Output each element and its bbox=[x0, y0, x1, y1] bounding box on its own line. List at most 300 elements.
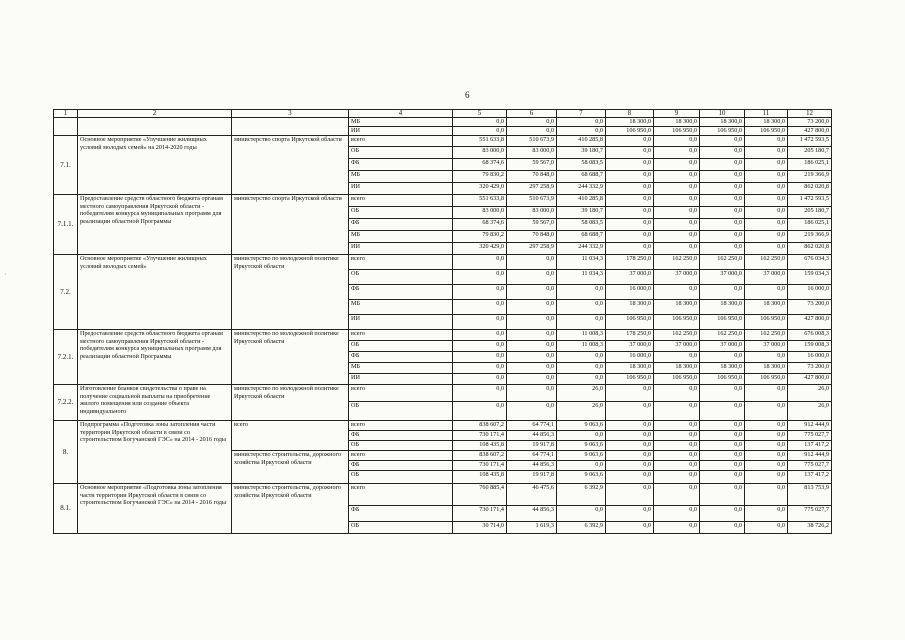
header-cell: 4 bbox=[349, 110, 453, 118]
amount-cell: 73 200,0 bbox=[788, 363, 832, 374]
funding-source: ОБ bbox=[349, 341, 453, 352]
amount-cell: 1 619,3 bbox=[507, 522, 557, 534]
item-code: 7.2.1. bbox=[54, 330, 78, 385]
amount-cell: 0,0 bbox=[557, 363, 606, 374]
amount-cell: 0,0 bbox=[700, 136, 745, 147]
item-name: Предоставление средств областного бюджета органам местного самоуправления Иркутской области - победителям конкурса муниципальных программ для реализации областной Программы bbox=[78, 195, 232, 255]
amount-cell: 760 885,4 bbox=[453, 484, 507, 506]
amount-cell: 0,0 bbox=[700, 451, 745, 461]
amount-cell: 0,0 bbox=[745, 285, 788, 300]
amount-cell: 68 688,7 bbox=[557, 231, 606, 243]
amount-cell: 0,0 bbox=[654, 441, 700, 451]
funding-source: ИИ bbox=[349, 243, 453, 255]
amount-cell: 11 034,3 bbox=[557, 255, 606, 270]
amount-cell: 0,0 bbox=[507, 285, 557, 300]
amount-cell: 73 200,0 bbox=[788, 300, 832, 315]
amount-cell: 775 027,7 bbox=[788, 461, 832, 471]
amount-cell: 0,0 bbox=[745, 243, 788, 255]
amount-cell: 137 417,2 bbox=[788, 471, 832, 484]
funding-source: ИИ bbox=[349, 374, 453, 385]
amount-cell: 0,0 bbox=[557, 506, 606, 522]
funding-source: всего bbox=[349, 451, 453, 461]
item-name: Основное мероприятие «Улучшение жилищных условий молодых семей» на 2014-2020 годы bbox=[78, 136, 232, 195]
amount-cell: 0,0 bbox=[606, 506, 654, 522]
amount-cell: 0,0 bbox=[557, 315, 606, 330]
amount-cell: 0,0 bbox=[606, 471, 654, 484]
amount-cell: 16 000,0 bbox=[606, 352, 654, 363]
funding-source: ИИ bbox=[349, 183, 453, 195]
amount-cell: 59 567,0 bbox=[507, 219, 557, 231]
amount-cell: 106 950,0 bbox=[700, 127, 745, 136]
amount-cell: 0,0 bbox=[745, 402, 788, 421]
item-code bbox=[54, 118, 78, 136]
amount-cell: 813 753,9 bbox=[788, 484, 832, 506]
amount-cell: 0,0 bbox=[700, 147, 745, 159]
amount-cell: 39 180,7 bbox=[557, 147, 606, 159]
amount-cell: 0,0 bbox=[700, 471, 745, 484]
amount-cell: 0,0 bbox=[507, 341, 557, 352]
amount-cell: 219 366,9 bbox=[788, 171, 832, 183]
amount-cell: 838 607,2 bbox=[453, 421, 507, 431]
amount-cell: 106 950,0 bbox=[606, 315, 654, 330]
amount-cell: 0,0 bbox=[453, 363, 507, 374]
amount-cell: 26,0 bbox=[788, 402, 832, 421]
amount-cell: 16 000,0 bbox=[788, 285, 832, 300]
amount-cell: 0,0 bbox=[606, 431, 654, 441]
amount-cell: 0,0 bbox=[654, 352, 700, 363]
amount-cell: 162 250,0 bbox=[654, 330, 700, 341]
amount-cell: 0,0 bbox=[654, 461, 700, 471]
amount-cell: 0,0 bbox=[654, 243, 700, 255]
amount-cell: 106 950,0 bbox=[654, 127, 700, 136]
amount-cell: 0,0 bbox=[654, 231, 700, 243]
amount-cell: 0,0 bbox=[745, 385, 788, 402]
amount-cell: 106 950,0 bbox=[654, 374, 700, 385]
amount-cell: 0,0 bbox=[507, 374, 557, 385]
amount-cell: 0,0 bbox=[606, 219, 654, 231]
amount-cell: 0,0 bbox=[745, 352, 788, 363]
amount-cell: 108 435,8 bbox=[453, 441, 507, 451]
table-row bbox=[54, 195, 832, 207]
amount-cell: 0,0 bbox=[745, 461, 788, 471]
header-row bbox=[54, 110, 832, 118]
amount-cell: 0,0 bbox=[557, 352, 606, 363]
amount-cell: 0,0 bbox=[507, 118, 557, 127]
amount-cell: 0,0 bbox=[700, 431, 745, 441]
amount-cell: 6 392,9 bbox=[557, 484, 606, 506]
header-cell: 7 bbox=[557, 110, 606, 118]
amount-cell: 0,0 bbox=[557, 461, 606, 471]
table-row bbox=[54, 255, 832, 270]
amount-cell: 730 171,4 bbox=[453, 431, 507, 441]
amount-cell: 0,0 bbox=[654, 506, 700, 522]
amount-cell: 0,0 bbox=[700, 385, 745, 402]
amount-cell: 0,0 bbox=[700, 352, 745, 363]
funding-source: ФБ bbox=[349, 352, 453, 363]
amount-cell: 83 000,0 bbox=[453, 207, 507, 219]
amount-cell: 244 332,9 bbox=[557, 243, 606, 255]
amount-cell: 0,0 bbox=[606, 484, 654, 506]
amount-cell: 244 332,9 bbox=[557, 183, 606, 195]
amount-cell: 37 000,0 bbox=[654, 341, 700, 352]
funding-source: всего bbox=[349, 330, 453, 341]
funding-source: ФБ bbox=[349, 219, 453, 231]
amount-cell: 0,0 bbox=[507, 402, 557, 421]
amount-cell: 0,0 bbox=[745, 451, 788, 461]
amount-cell: 0,0 bbox=[745, 159, 788, 171]
header-cell: 5 bbox=[453, 110, 507, 118]
page-number: 6 bbox=[465, 90, 470, 100]
amount-cell: 18 300,0 bbox=[745, 363, 788, 374]
executor bbox=[232, 118, 349, 136]
amount-cell: 0,0 bbox=[606, 385, 654, 402]
amount-cell: 838 607,2 bbox=[453, 451, 507, 461]
amount-cell: 0,0 bbox=[745, 506, 788, 522]
amount-cell: 37 000,0 bbox=[606, 270, 654, 285]
funding-source: ОБ bbox=[349, 207, 453, 219]
amount-cell: 0,0 bbox=[507, 270, 557, 285]
amount-cell: 0,0 bbox=[745, 522, 788, 534]
header-cell: 6 bbox=[507, 110, 557, 118]
amount-cell: 0,0 bbox=[745, 136, 788, 147]
amount-cell: 68 374,6 bbox=[453, 219, 507, 231]
amount-cell: 0,0 bbox=[654, 147, 700, 159]
executor: министерство строительства, дорожного хозяйства Иркутской области bbox=[232, 451, 349, 484]
amount-cell: 0,0 bbox=[507, 255, 557, 270]
amount-cell: 0,0 bbox=[453, 255, 507, 270]
amount-cell: 0,0 bbox=[654, 285, 700, 300]
amount-cell: 83 000,0 bbox=[507, 207, 557, 219]
amount-cell: 0,0 bbox=[453, 118, 507, 127]
amount-cell: 0,0 bbox=[606, 451, 654, 461]
amount-cell: 0,0 bbox=[453, 315, 507, 330]
amount-cell: 0,0 bbox=[700, 285, 745, 300]
amount-cell: 912 444,9 bbox=[788, 421, 832, 431]
amount-cell: 0,0 bbox=[606, 243, 654, 255]
item-name bbox=[78, 118, 232, 136]
amount-cell: 83 000,0 bbox=[453, 147, 507, 159]
amount-cell: 178 250,0 bbox=[606, 255, 654, 270]
item-code: 7.1. bbox=[54, 136, 78, 195]
table-row bbox=[54, 330, 832, 341]
amount-cell: 11 008,3 bbox=[557, 341, 606, 352]
amount-cell: 297 258,9 bbox=[507, 183, 557, 195]
amount-cell: 0,0 bbox=[700, 402, 745, 421]
amount-cell: 0,0 bbox=[745, 195, 788, 207]
amount-cell: 106 950,0 bbox=[606, 374, 654, 385]
header-cell: 10 bbox=[700, 110, 745, 118]
amount-cell: 106 950,0 bbox=[745, 127, 788, 136]
funding-source: ОБ bbox=[349, 471, 453, 484]
amount-cell: 37 000,0 bbox=[745, 270, 788, 285]
amount-cell: 0,0 bbox=[453, 385, 507, 402]
amount-cell: 18 300,0 bbox=[700, 363, 745, 374]
header-cell: 2 bbox=[78, 110, 232, 118]
amount-cell: 162 250,0 bbox=[700, 330, 745, 341]
amount-cell: 0,0 bbox=[700, 183, 745, 195]
executor: министерство строительства, дорожного хозяйства Иркутской области bbox=[232, 484, 349, 534]
amount-cell: 0,0 bbox=[507, 315, 557, 330]
amount-cell: 0,0 bbox=[700, 243, 745, 255]
funding-source: ФБ bbox=[349, 431, 453, 441]
amount-cell: 106 950,0 bbox=[745, 315, 788, 330]
amount-cell: 1 472 593,5 bbox=[788, 195, 832, 207]
amount-cell: 18 300,0 bbox=[654, 118, 700, 127]
amount-cell: 0,0 bbox=[654, 471, 700, 484]
funding-source: ФБ bbox=[349, 159, 453, 171]
item-name: Основное мероприятие «Улучшение жилищных условий молодых семей» bbox=[78, 255, 232, 330]
amount-cell: 186 025,1 bbox=[788, 159, 832, 171]
amount-cell: 106 950,0 bbox=[700, 374, 745, 385]
amount-cell: 106 950,0 bbox=[745, 374, 788, 385]
amount-cell: 26,0 bbox=[557, 385, 606, 402]
amount-cell: 26,0 bbox=[788, 385, 832, 402]
funding-source: МБ bbox=[349, 171, 453, 183]
amount-cell: 0,0 bbox=[453, 270, 507, 285]
amount-cell: 0,0 bbox=[654, 207, 700, 219]
amount-cell: 106 950,0 bbox=[606, 127, 654, 136]
amount-cell: 775 027,7 bbox=[788, 431, 832, 441]
funding-source: всего bbox=[349, 385, 453, 402]
amount-cell: 16 000,0 bbox=[788, 352, 832, 363]
amount-cell: 59 567,0 bbox=[507, 159, 557, 171]
amount-cell: 1 472 593,5 bbox=[788, 136, 832, 147]
amount-cell: 410 285,8 bbox=[557, 195, 606, 207]
amount-cell: 0,0 bbox=[700, 522, 745, 534]
amount-cell: 186 025,1 bbox=[788, 219, 832, 231]
funding-source: МБ bbox=[349, 231, 453, 243]
amount-cell: 0,0 bbox=[453, 402, 507, 421]
amount-cell: 0,0 bbox=[654, 136, 700, 147]
amount-cell: 427 800,0 bbox=[788, 315, 832, 330]
amount-cell: 0,0 bbox=[557, 431, 606, 441]
amount-cell: 37 000,0 bbox=[700, 270, 745, 285]
amount-cell: 410 285,8 bbox=[557, 136, 606, 147]
funding-source: ФБ bbox=[349, 461, 453, 471]
amount-cell: 0,0 bbox=[745, 231, 788, 243]
table-row bbox=[54, 118, 832, 127]
item-name: Изготовление бланков свидетельства о праве на получение социальной выплаты на приобретение жилого помещения или создание объекта индивидуального bbox=[78, 385, 232, 421]
amount-cell: 510 673,9 bbox=[507, 136, 557, 147]
table-row bbox=[54, 421, 832, 431]
amount-cell: 9 063,6 bbox=[557, 421, 606, 431]
header-cell: 9 bbox=[654, 110, 700, 118]
amount-cell: 37 000,0 bbox=[700, 341, 745, 352]
amount-cell: 64 774,1 bbox=[507, 451, 557, 461]
amount-cell: 205 180,7 bbox=[788, 207, 832, 219]
amount-cell: 0,0 bbox=[507, 127, 557, 136]
funding-source: ОБ bbox=[349, 441, 453, 451]
amount-cell: 0,0 bbox=[745, 207, 788, 219]
amount-cell: 0,0 bbox=[654, 385, 700, 402]
amount-cell: 9 063,6 bbox=[557, 441, 606, 451]
amount-cell: 18 300,0 bbox=[654, 363, 700, 374]
amount-cell: 0,0 bbox=[654, 522, 700, 534]
budget-table bbox=[53, 109, 832, 534]
amount-cell: 18 300,0 bbox=[700, 118, 745, 127]
amount-cell: 46 475,6 bbox=[507, 484, 557, 506]
amount-cell: 18 300,0 bbox=[606, 300, 654, 315]
amount-cell: 108 435,8 bbox=[453, 471, 507, 484]
item-name: Подпрограмма «Подготовка зоны затопления части территории Иркутской области в связи со строительством Богучанской ГЭС» на 2014 - 2016 годы bbox=[78, 421, 232, 484]
amount-cell: 68 374,6 bbox=[453, 159, 507, 171]
amount-cell: 159 034,3 bbox=[788, 270, 832, 285]
funding-source: ФБ bbox=[349, 285, 453, 300]
executor: министерство по молодежной политике Иркутской области bbox=[232, 385, 349, 421]
amount-cell: 0,0 bbox=[700, 207, 745, 219]
amount-cell: 0,0 bbox=[700, 461, 745, 471]
amount-cell: 178 250,0 bbox=[606, 330, 654, 341]
amount-cell: 0,0 bbox=[453, 285, 507, 300]
amount-cell: 551 633,8 bbox=[453, 136, 507, 147]
amount-cell: 0,0 bbox=[453, 341, 507, 352]
amount-cell: 0,0 bbox=[557, 127, 606, 136]
amount-cell: 427 800,0 bbox=[788, 374, 832, 385]
amount-cell: 0,0 bbox=[654, 219, 700, 231]
amount-cell: 0,0 bbox=[557, 300, 606, 315]
amount-cell: 39 180,7 bbox=[557, 207, 606, 219]
item-code: 7.2. bbox=[54, 255, 78, 330]
amount-cell: 19 917,8 bbox=[507, 471, 557, 484]
amount-cell: 106 950,0 bbox=[700, 315, 745, 330]
amount-cell: 0,0 bbox=[745, 441, 788, 451]
amount-cell: 0,0 bbox=[606, 159, 654, 171]
item-code: 7.2.2. bbox=[54, 385, 78, 421]
amount-cell: 18 300,0 bbox=[654, 300, 700, 315]
amount-cell: 0,0 bbox=[507, 300, 557, 315]
amount-cell: 18 300,0 bbox=[745, 118, 788, 127]
amount-cell: 37 000,0 bbox=[654, 270, 700, 285]
amount-cell: 676 034,3 bbox=[788, 255, 832, 270]
amount-cell: 0,0 bbox=[745, 147, 788, 159]
amount-cell: 0,0 bbox=[700, 219, 745, 231]
amount-cell: 68 688,7 bbox=[557, 171, 606, 183]
amount-cell: 510 673,9 bbox=[507, 195, 557, 207]
amount-cell: 0,0 bbox=[507, 363, 557, 374]
amount-cell: 0,0 bbox=[654, 421, 700, 431]
amount-cell: 162 250,0 bbox=[745, 330, 788, 341]
table-row bbox=[54, 484, 832, 506]
funding-source: МБ bbox=[349, 300, 453, 315]
funding-source: ИИ bbox=[349, 127, 453, 136]
amount-cell: 0,0 bbox=[453, 352, 507, 363]
amount-cell: 0,0 bbox=[557, 374, 606, 385]
amount-cell: 83 000,0 bbox=[507, 147, 557, 159]
amount-cell: 6 392,9 bbox=[557, 522, 606, 534]
amount-cell: 137 417,2 bbox=[788, 441, 832, 451]
amount-cell: 70 848,0 bbox=[507, 171, 557, 183]
item-name: Предоставление средств областного бюджета органам местного самоуправления Иркутской области - победителям конкурса муниципальных программ для реализации областной Программы bbox=[78, 330, 232, 385]
amount-cell: 0,0 bbox=[453, 330, 507, 341]
amount-cell: 0,0 bbox=[654, 171, 700, 183]
amount-cell: 58 083,5 bbox=[557, 219, 606, 231]
amount-cell: 162 250,0 bbox=[700, 255, 745, 270]
executor: министерство спорта Иркутской области bbox=[232, 136, 349, 195]
amount-cell: 44 856,3 bbox=[507, 431, 557, 441]
funding-source: всего bbox=[349, 255, 453, 270]
table-row bbox=[54, 385, 832, 402]
executor: всего bbox=[232, 421, 349, 451]
header-cell: 11 bbox=[745, 110, 788, 118]
amount-cell: 0,0 bbox=[606, 231, 654, 243]
amount-cell: 0,0 bbox=[700, 159, 745, 171]
header-cell: 8 bbox=[606, 110, 654, 118]
funding-source: МБ bbox=[349, 118, 453, 127]
header-cell: 3 bbox=[232, 110, 349, 118]
amount-cell: 0,0 bbox=[654, 484, 700, 506]
amount-cell: 0,0 bbox=[745, 484, 788, 506]
amount-cell: 0,0 bbox=[654, 451, 700, 461]
funding-source: ОБ bbox=[349, 402, 453, 421]
amount-cell: 730 171,4 bbox=[453, 506, 507, 522]
amount-cell: 0,0 bbox=[606, 441, 654, 451]
amount-cell: 0,0 bbox=[606, 461, 654, 471]
amount-cell: 106 950,0 bbox=[654, 315, 700, 330]
funding-source: всего bbox=[349, 136, 453, 147]
scan-mark: · bbox=[4, 270, 7, 279]
amount-cell: 162 250,0 bbox=[654, 255, 700, 270]
amount-cell: 0,0 bbox=[453, 127, 507, 136]
amount-cell: 0,0 bbox=[745, 219, 788, 231]
amount-cell: 0,0 bbox=[654, 183, 700, 195]
amount-cell: 0,0 bbox=[745, 431, 788, 441]
amount-cell: 44 856,3 bbox=[507, 506, 557, 522]
table-row bbox=[54, 136, 832, 147]
amount-cell: 18 300,0 bbox=[745, 300, 788, 315]
amount-cell: 0,0 bbox=[606, 402, 654, 421]
amount-cell: 320 429,0 bbox=[453, 183, 507, 195]
amount-cell: 0,0 bbox=[700, 421, 745, 431]
amount-cell: 0,0 bbox=[745, 171, 788, 183]
amount-cell: 18 300,0 bbox=[606, 363, 654, 374]
amount-cell: 0,0 bbox=[654, 159, 700, 171]
amount-cell: 64 774,1 bbox=[507, 421, 557, 431]
item-code: 7.1.1. bbox=[54, 195, 78, 255]
amount-cell: 0,0 bbox=[745, 471, 788, 484]
amount-cell: 79 830,2 bbox=[453, 171, 507, 183]
amount-cell: 11 008,3 bbox=[557, 330, 606, 341]
amount-cell: 26,0 bbox=[557, 402, 606, 421]
amount-cell: 862 020,8 bbox=[788, 243, 832, 255]
amount-cell: 0,0 bbox=[606, 136, 654, 147]
amount-cell: 44 856,3 bbox=[507, 461, 557, 471]
executor: министерство по молодежной политике Иркутской области bbox=[232, 330, 349, 385]
amount-cell: 37 000,0 bbox=[606, 341, 654, 352]
funding-source: ОБ bbox=[349, 147, 453, 159]
amount-cell: 9 063,6 bbox=[557, 451, 606, 461]
amount-cell: 58 083,5 bbox=[557, 159, 606, 171]
item-code: 8. bbox=[54, 421, 78, 484]
amount-cell: 0,0 bbox=[606, 207, 654, 219]
funding-source: всего bbox=[349, 195, 453, 207]
item-code: 8.1. bbox=[54, 484, 78, 534]
funding-source: ФБ bbox=[349, 506, 453, 522]
amount-cell: 0,0 bbox=[745, 183, 788, 195]
amount-cell: 0,0 bbox=[654, 195, 700, 207]
amount-cell: 320 429,0 bbox=[453, 243, 507, 255]
amount-cell: 0,0 bbox=[557, 285, 606, 300]
amount-cell: 0,0 bbox=[700, 441, 745, 451]
amount-cell: 0,0 bbox=[507, 385, 557, 402]
amount-cell: 219 366,9 bbox=[788, 231, 832, 243]
amount-cell: 0,0 bbox=[557, 118, 606, 127]
executor: министерство по молодежной политике Иркутской области bbox=[232, 255, 349, 330]
funding-source: ИИ bbox=[349, 315, 453, 330]
amount-cell: 18 300,0 bbox=[700, 300, 745, 315]
amount-cell: 0,0 bbox=[700, 171, 745, 183]
amount-cell: 427 800,0 bbox=[788, 127, 832, 136]
amount-cell: 162 250,0 bbox=[745, 255, 788, 270]
